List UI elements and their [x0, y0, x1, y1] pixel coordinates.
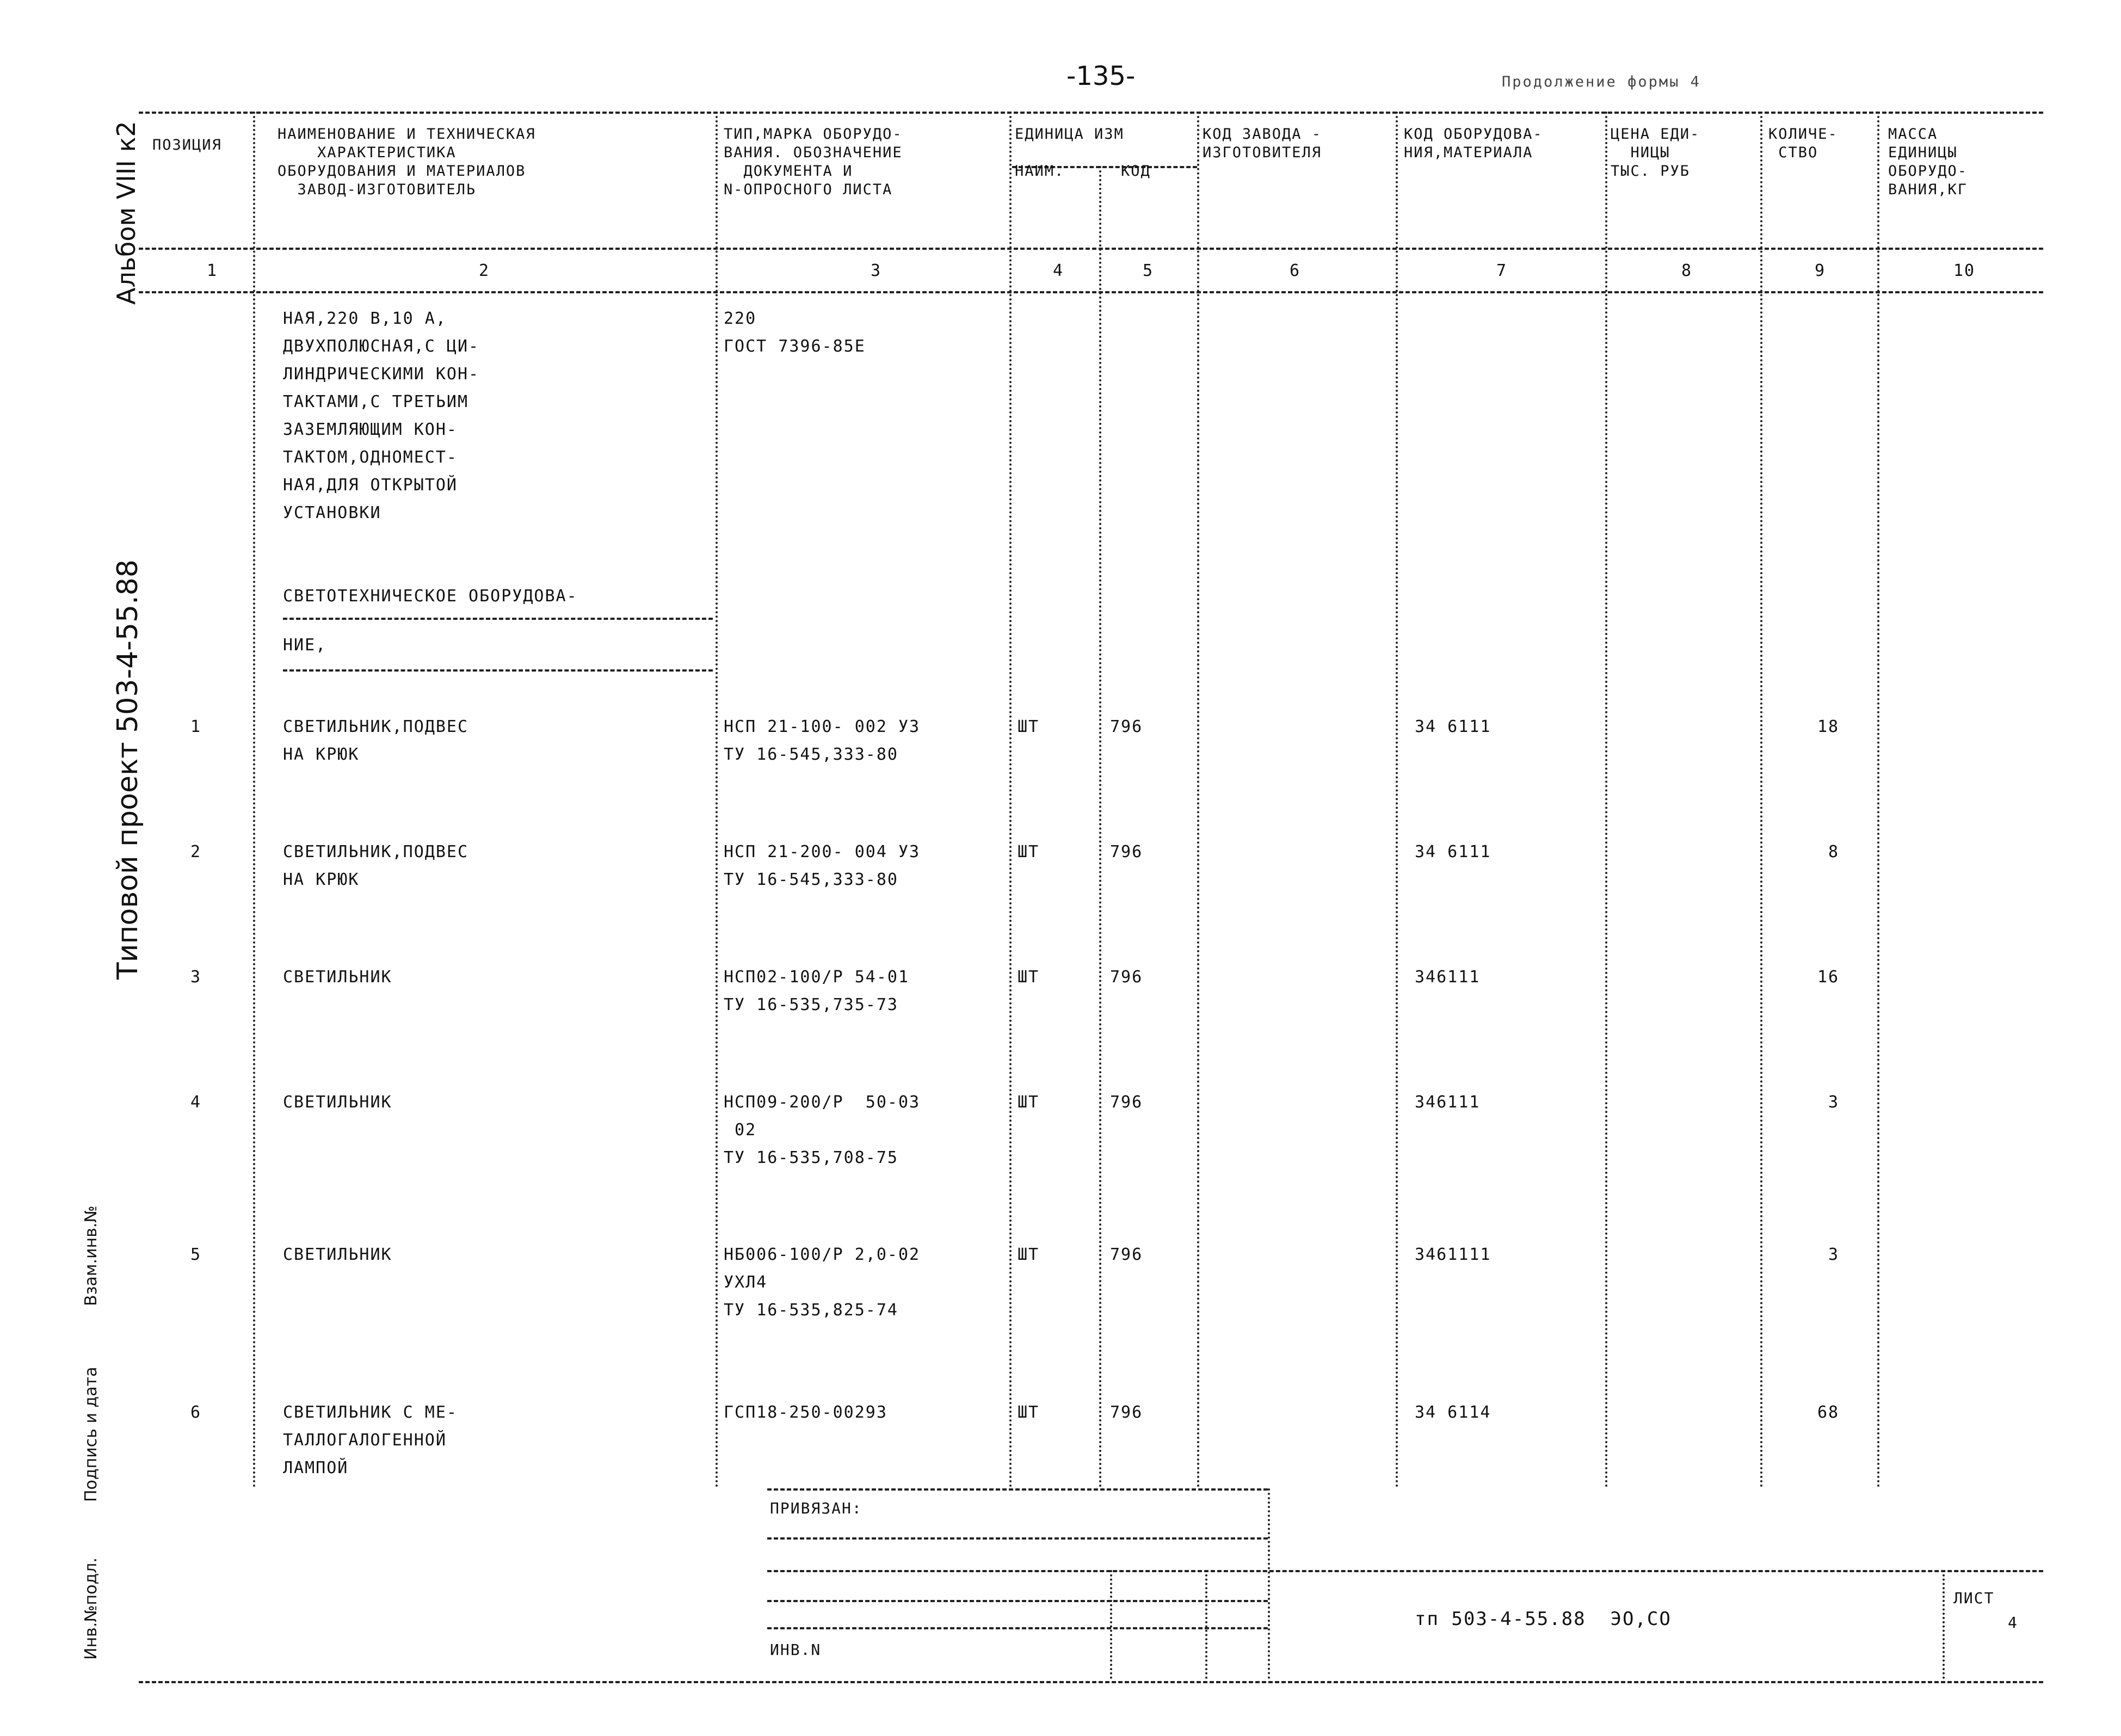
stamp-label-inventory: Инв.№подл. — [82, 1558, 101, 1660]
row-5-unit: ШТ — [1018, 1245, 1040, 1264]
intro-type: 220 ГОСТ 7396-85Е — [724, 309, 866, 356]
sheet-number: 4 — [2008, 1614, 2018, 1632]
col-number-9: 9 — [1815, 261, 1826, 280]
row-6-name: СВЕТИЛЬНИК С МЕ- ТАЛЛОГАЛОГЕННОЙ ЛАМПОЙ — [283, 1403, 458, 1478]
stamp-label-signature: Подпись и дата — [82, 1366, 101, 1502]
row-4-equip-code: 346111 — [1415, 1093, 1481, 1112]
row-1-code: 796 — [1110, 717, 1143, 736]
col-header-7: КОД ОБОРУДОВА- НИЯ,МАТЕРИАЛА — [1404, 126, 1543, 161]
row-3-unit: ШТ — [1018, 968, 1040, 987]
row-3-qty: 16 — [1817, 968, 1840, 987]
col-number-6: 6 — [1290, 261, 1301, 280]
sheet-label: ЛИСТ — [1953, 1589, 1995, 1607]
row-6-type: ГСП18-250-00293 — [724, 1403, 887, 1422]
row-2-equip-code: 34 6111 — [1415, 842, 1491, 861]
row-4-unit: ШТ — [1018, 1093, 1040, 1112]
row-2-code: 796 — [1110, 842, 1143, 861]
stamp-tied: ПРИВЯЗАН: — [770, 1499, 862, 1517]
col-header-2: НАИМЕНОВАНИЕ И ТЕХНИЧЕСКАЯ ХАРАКТЕРИСТИКА ОБОРУДОВАНИЯ И МАТЕРИАЛОВ ЗАВОД-ИЗГОТОВИТЕЛЬ — [278, 126, 536, 198]
col-header-4: ЕДИНИЦА ИЗМ НАИМ. — [1015, 126, 1124, 180]
col-header-1: ПОЗИЦИЯ — [152, 137, 222, 153]
col-header-10: МАССА ЕДИНИЦЫ ОБОРУДО- ВАНИЯ,КГ — [1888, 126, 1968, 198]
row-2-position: 2 — [190, 842, 202, 861]
row-5-code: 796 — [1110, 1245, 1143, 1264]
row-2-qty: 8 — [1828, 842, 1840, 861]
row-6-qty: 68 — [1817, 1403, 1840, 1422]
col-number-1: 1 — [207, 261, 218, 280]
row-1-name: СВЕТИЛЬНИК,ПОДВЕС НА КРЮК — [283, 717, 469, 764]
row-6-equip-code: 34 6114 — [1415, 1403, 1491, 1422]
row-3-type: НСП02-100/Р 54-01 ТУ 16-535,735-73 — [724, 968, 910, 1014]
col-header-5: КОД — [1121, 163, 1151, 180]
intro-name: НАЯ,220 В,10 А, ДВУХПОЛЮСНАЯ,С ЦИ- ЛИНДРИЧЕСКИМИ КОН- ТАКТАМИ,С ТРЕТЬИМ ЗАЗЕМЛЯЮЩИМ КОН- ТАКТОМ,ОДНОМЕСТ- НАЯ,ДЛЯ ОТКРЫТОЙ УСТАНОВКИ — [283, 309, 480, 522]
document-code: тп 503-4-55.88 ЭО,СО — [1415, 1608, 1672, 1630]
section-heading-line2: НИЕ, — [283, 636, 327, 655]
col-header-6: КОД ЗАВОДА - ИЗГОТОВИТЕЛЯ — [1203, 126, 1322, 161]
row-3-position: 3 — [190, 968, 202, 987]
row-1-position: 1 — [190, 717, 202, 736]
col-number-8: 8 — [1681, 261, 1693, 280]
album-label: Альбом VIII к2 — [112, 121, 141, 305]
col-number-10: 10 — [1953, 261, 1976, 280]
row-1-equip-code: 34 6111 — [1415, 717, 1491, 736]
row-1-qty: 18 — [1817, 717, 1840, 736]
column-number-divider — [139, 291, 2043, 293]
row-5-position: 5 — [190, 1245, 202, 1264]
stamp-label-replace: Взам.инв.№ — [82, 1205, 101, 1306]
row-5-type: НБ006-100/Р 2,0-02 УХЛ4 ТУ 16-535,825-74 — [724, 1245, 921, 1320]
col-number-5: 5 — [1143, 261, 1154, 280]
section-heading-line1: СВЕТОТЕХНИЧЕСКОЕ ОБОРУДОВА- — [283, 587, 578, 606]
stamp-inventory: ИНВ.N — [770, 1641, 822, 1659]
row-3-name: СВЕТИЛЬНИК — [283, 968, 392, 987]
header-divider — [139, 248, 2043, 250]
col-header-3: ТИП,МАРКА ОБОРУДО- ВАНИЯ. ОБОЗНАЧЕНИЕ ДОКУМЕНТА И N-ОПРОСНОГО ЛИСТА — [724, 126, 903, 198]
row-4-qty: 3 — [1828, 1093, 1840, 1112]
col-header-9: КОЛИЧЕ- СТВО — [1768, 126, 1838, 161]
row-6-code: 796 — [1110, 1403, 1143, 1422]
row-4-type: НСП09-200/Р 50-03 02 ТУ 16-535,708-75 — [724, 1093, 921, 1167]
col-number-3: 3 — [871, 261, 882, 280]
row-6-position: 6 — [190, 1403, 202, 1422]
row-3-equip-code: 346111 — [1415, 968, 1481, 987]
row-1-unit: ШТ — [1018, 717, 1040, 736]
annex-note: Продолжение формы 4 — [1502, 73, 1701, 90]
row-3-code: 796 — [1110, 968, 1143, 987]
row-5-qty: 3 — [1828, 1245, 1840, 1264]
row-4-code: 796 — [1110, 1093, 1143, 1112]
row-5-equip-code: 3461111 — [1415, 1245, 1491, 1264]
project-label: Типовой проект 503-4-55.88 — [112, 559, 144, 980]
col-number-4: 4 — [1053, 261, 1064, 280]
row-2-type: НСП 21-200- 004 У3 ТУ 16-545,333-80 — [724, 842, 921, 889]
row-4-name: СВЕТИЛЬНИК — [283, 1093, 392, 1112]
col-header-8: ЦЕНА ЕДИ- НИЦЫ ТЫС. РУБ — [1611, 126, 1700, 180]
row-4-position: 4 — [190, 1093, 202, 1112]
row-2-unit: ШТ — [1018, 842, 1040, 861]
row-6-unit: ШТ — [1018, 1403, 1040, 1422]
row-5-name: СВЕТИЛЬНИК — [283, 1245, 392, 1264]
col-number-7: 7 — [1496, 261, 1508, 280]
col-number-2: 2 — [479, 261, 490, 280]
page-number: -135- — [1066, 61, 1136, 91]
row-2-name: СВЕТИЛЬНИК,ПОДВЕС НА КРЮК — [283, 842, 469, 889]
row-1-type: НСП 21-100- 002 У3 ТУ 16-545,333-80 — [724, 717, 921, 764]
